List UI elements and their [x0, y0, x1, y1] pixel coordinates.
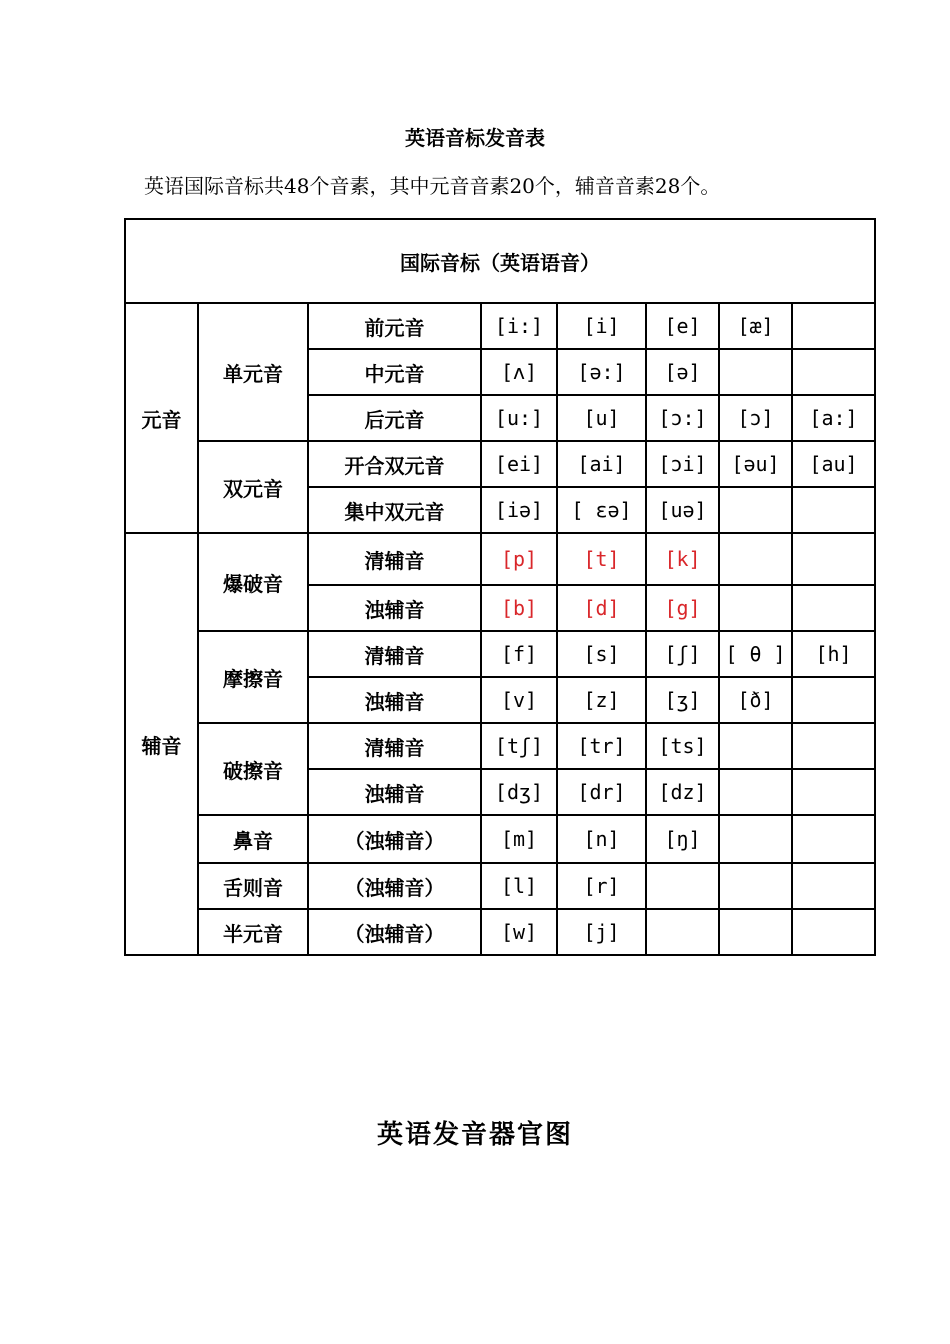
ipa-cell — [792, 723, 875, 769]
row-label: 后元音 — [308, 395, 481, 441]
ipa-cell: [ʒ] — [646, 677, 719, 723]
ipa-cell — [719, 769, 792, 815]
ipa-cell — [719, 349, 792, 395]
ipa-cell — [646, 909, 719, 955]
ipa-cell — [792, 349, 875, 395]
ipa-cell: [k] — [646, 533, 719, 585]
diphthong-label: 双元音 — [198, 441, 308, 533]
ipa-cell — [792, 909, 875, 955]
ipa-cell — [792, 585, 875, 631]
ipa-cell: [ə] — [646, 349, 719, 395]
row-label: 浊辅音 — [308, 677, 481, 723]
ipa-cell — [792, 863, 875, 909]
row-label: 浊辅音 — [308, 769, 481, 815]
ipa-cell: [p] — [481, 533, 557, 585]
ipa-cell — [719, 487, 792, 533]
ipa-cell: [tr] — [557, 723, 646, 769]
lateral-label: 舌则音 — [198, 863, 308, 909]
intro-text: 英语国际音标共48个音素，其中元音音素20个，辅音音素28个。 — [144, 174, 721, 198]
ipa-cell: [au] — [792, 441, 875, 487]
consonants-label: 辅音 — [125, 533, 198, 955]
ipa-cell: [ʃ] — [646, 631, 719, 677]
ipa-cell — [719, 815, 792, 863]
ipa-cell: [ŋ] — [646, 815, 719, 863]
ipa-cell: [ei] — [481, 441, 557, 487]
ipa-cell: [s] — [557, 631, 646, 677]
row-label: 开合双元音 — [308, 441, 481, 487]
ipa-cell: [ εə] — [557, 487, 646, 533]
ipa-cell — [792, 487, 875, 533]
ipa-cell: [d] — [557, 585, 646, 631]
ipa-cell — [792, 769, 875, 815]
ipa-cell: [l] — [481, 863, 557, 909]
row-label: 浊辅音 — [308, 585, 481, 631]
ipa-cell: [w] — [481, 909, 557, 955]
ipa-cell: [ə:] — [557, 349, 646, 395]
ipa-cell: [i] — [557, 303, 646, 349]
ipa-cell: [g] — [646, 585, 719, 631]
row-label: 集中双元音 — [308, 487, 481, 533]
ipa-cell: [u:] — [481, 395, 557, 441]
ipa-cell: [j] — [557, 909, 646, 955]
ipa-cell: [n] — [557, 815, 646, 863]
ipa-cell: [ð] — [719, 677, 792, 723]
ipa-cell: [æ] — [719, 303, 792, 349]
ipa-cell — [719, 533, 792, 585]
ipa-table — [124, 218, 876, 956]
ipa-cell: [dz] — [646, 769, 719, 815]
ipa-cell — [719, 723, 792, 769]
ipa-cell: [əu] — [719, 441, 792, 487]
row-label: 清辅音 — [308, 631, 481, 677]
vowels-label: 元音 — [125, 303, 198, 533]
row-label: 中元音 — [308, 349, 481, 395]
ipa-cell: [e] — [646, 303, 719, 349]
ipa-cell: [t] — [557, 533, 646, 585]
ipa-cell: [m] — [481, 815, 557, 863]
ipa-cell — [792, 533, 875, 585]
row-label: 清辅音 — [308, 533, 481, 585]
ipa-cell: [i:] — [481, 303, 557, 349]
ipa-cell: [u] — [557, 395, 646, 441]
ipa-cell: [ts] — [646, 723, 719, 769]
ipa-cell: [ʌ] — [481, 349, 557, 395]
ipa-cell: [r] — [557, 863, 646, 909]
ipa-cell: [v] — [481, 677, 557, 723]
ipa-cell — [719, 585, 792, 631]
ipa-cell: [z] — [557, 677, 646, 723]
semivowel-label: 半元音 — [198, 909, 308, 955]
section-title: 英语发音器官图 — [376, 1120, 573, 1150]
ipa-cell: [uə] — [646, 487, 719, 533]
ipa-cell — [646, 863, 719, 909]
monophthong-label: 单元音 — [198, 303, 308, 441]
row-label: （浊辅音） — [308, 863, 481, 909]
ipa-cell: [dʒ] — [481, 769, 557, 815]
row-label: 清辅音 — [308, 723, 481, 769]
ipa-cell: [ai] — [557, 441, 646, 487]
ipa-cell: [a:] — [792, 395, 875, 441]
fricative-label: 摩擦音 — [198, 631, 308, 723]
ipa-cell: [b] — [481, 585, 557, 631]
ipa-cell: [tʃ] — [481, 723, 557, 769]
ipa-cell: [ɔi] — [646, 441, 719, 487]
ipa-cell: [ɔ:] — [646, 395, 719, 441]
row-label: （浊辅音） — [308, 815, 481, 863]
page-title: 英语音标发音表 — [405, 126, 545, 150]
ipa-cell: [iə] — [481, 487, 557, 533]
ipa-cell — [792, 303, 875, 349]
ipa-cell: [h] — [792, 631, 875, 677]
row-label: 前元音 — [308, 303, 481, 349]
ipa-cell — [792, 677, 875, 723]
ipa-cell: [ɔ] — [719, 395, 792, 441]
table-header: 国际音标（英语语音） — [125, 219, 875, 303]
ipa-cell — [719, 863, 792, 909]
ipa-cell: [f] — [481, 631, 557, 677]
ipa-cell: [ θ ] — [719, 631, 792, 677]
row-label: （浊辅音） — [308, 909, 481, 955]
ipa-cell — [719, 909, 792, 955]
plosive-label: 爆破音 — [198, 533, 308, 631]
ipa-cell: [dr] — [557, 769, 646, 815]
nasal-label: 鼻音 — [198, 815, 308, 863]
affricate-label: 破擦音 — [198, 723, 308, 815]
ipa-cell — [792, 815, 875, 863]
